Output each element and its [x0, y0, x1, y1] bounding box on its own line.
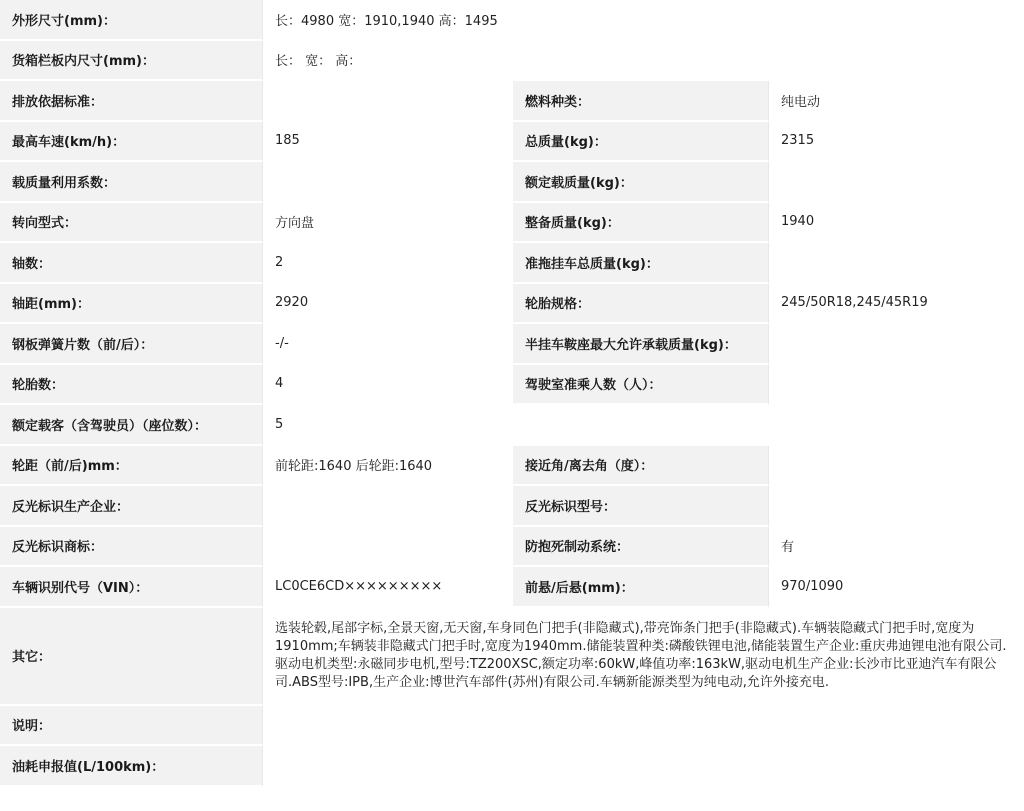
spec-label: 总质量(kg)： — [511, 122, 768, 163]
spec-label: 油耗申报值(L/100km)： — [0, 746, 262, 787]
spec-row — [0, 405, 1024, 446]
spec-label: 说明： — [0, 706, 262, 747]
spec-value — [768, 243, 1024, 284]
spec-label: 反光标识型号： — [511, 486, 768, 527]
spec-value — [262, 486, 511, 527]
spec-row — [0, 41, 1024, 82]
spec-row — [0, 162, 1024, 203]
spec-row — [0, 706, 1024, 747]
spec-label: 驾驶室准乘人数（人）： — [511, 365, 768, 406]
spec-label: 外形尺寸(mm)： — [0, 0, 262, 41]
spec-label: 防抱死制动系统： — [511, 527, 768, 568]
spec-value — [262, 81, 511, 122]
spec-label: 轮胎数： — [0, 365, 262, 406]
spec-label: 其它： — [0, 608, 262, 706]
spec-label: 准拖挂车总质量(kg)： — [511, 243, 768, 284]
spec-value — [768, 365, 1024, 406]
spec-value — [262, 527, 511, 568]
spec-label: 最高车速(km/h)： — [0, 122, 262, 163]
spec-value — [768, 162, 1024, 203]
spec-value: 2 — [262, 243, 511, 284]
spec-label: 反光标识商标： — [0, 527, 262, 568]
spec-value — [262, 746, 1024, 787]
spec-value: 前轮距:1640 后轮距:1640 — [262, 446, 511, 487]
spec-label: 接近角/离去角（度）： — [511, 446, 768, 487]
spec-row — [0, 324, 1024, 365]
spec-value — [768, 324, 1024, 365]
spec-value: 1940 — [768, 203, 1024, 244]
spec-row — [0, 203, 1024, 244]
spec-label: 轮胎规格： — [511, 284, 768, 325]
spec-row — [0, 284, 1024, 325]
spec-value: 970/1090 — [768, 567, 1024, 608]
spec-value — [262, 162, 511, 203]
spec-value: 245/50R18,245/45R19 — [768, 284, 1024, 325]
spec-row — [0, 365, 1024, 406]
spec-value — [768, 446, 1024, 487]
spec-label: 货箱栏板内尺寸(mm)： — [0, 41, 262, 82]
spec-row — [0, 527, 1024, 568]
spec-value: 长：4980 宽：1910,1940 高：1495 — [262, 0, 1024, 41]
spec-label: 转向型式： — [0, 203, 262, 244]
spec-value: 2920 — [262, 284, 511, 325]
spec-row — [0, 243, 1024, 284]
spec-row — [0, 81, 1024, 122]
spec-label: 轮距（前/后)mm： — [0, 446, 262, 487]
spec-label: 半挂车鞍座最大允许承载质量(kg)： — [511, 324, 768, 365]
spec-value: 方向盘 — [262, 203, 511, 244]
spec-value: 4 — [262, 365, 511, 406]
spec-row — [0, 746, 1024, 787]
spec-row — [0, 486, 1024, 527]
spec-row — [0, 608, 1024, 706]
spec-value: 长： 宽： 高： — [262, 41, 1024, 82]
spec-label: 轴距(mm)： — [0, 284, 262, 325]
spec-row — [0, 0, 1024, 41]
spec-label: 载质量利用系数： — [0, 162, 262, 203]
spec-label: 额定载质量(kg)： — [511, 162, 768, 203]
spec-label: 整备质量(kg)： — [511, 203, 768, 244]
spec-value: 纯电动 — [768, 81, 1024, 122]
spec-value: LC0CE6CD××××××××× — [262, 567, 511, 608]
spec-label: 车辆识别代号（VIN）： — [0, 567, 262, 608]
spec-label: 燃料种类： — [511, 81, 768, 122]
spec-value — [262, 706, 1024, 747]
spec-value: -/- — [262, 324, 511, 365]
spec-value — [768, 486, 1024, 527]
spec-value: 5 — [262, 405, 1024, 446]
spec-label: 反光标识生产企业： — [0, 486, 262, 527]
spec-value: 有 — [768, 527, 1024, 568]
spec-value: 185 — [262, 122, 511, 163]
spec-row — [0, 446, 1024, 487]
spec-value: 2315 — [768, 122, 1024, 163]
spec-label: 前悬/后悬(mm)： — [511, 567, 768, 608]
spec-label: 排放依据标准： — [0, 81, 262, 122]
spec-label: 轴数： — [0, 243, 262, 284]
spec-row — [0, 567, 1024, 608]
spec-value-other: 选装轮毂,尾部字标,全景天窗,无天窗,车身同色门把手(非隐藏式),带亮饰条门把手(非隐藏式).车辆装隐藏式门把手时,宽度为1910mm;车辆装非隐藏式门把手时,宽度为1940mm.储能装置种类:磷酸铁锂电池,储能装置生产企业:重庆弗迪锂电池有限公司.驱动电机类型:永磁同步电机,型号:TZ200XSC,额定功率:60kW,峰值功率:163kW,驱动电机生产企业:长沙市比亚迪汽车有限公司.ABS型号:IPB,生产企业:博世汽车部件(苏州)有限公司.车辆新能源类型为纯电动,允许外接充电. — [262, 608, 1024, 706]
spec-label: 钢板弹簧片数（前/后）： — [0, 324, 262, 365]
spec-row — [0, 122, 1024, 163]
spec-label: 额定载客（含驾驶员）（座位数）： — [0, 405, 262, 446]
